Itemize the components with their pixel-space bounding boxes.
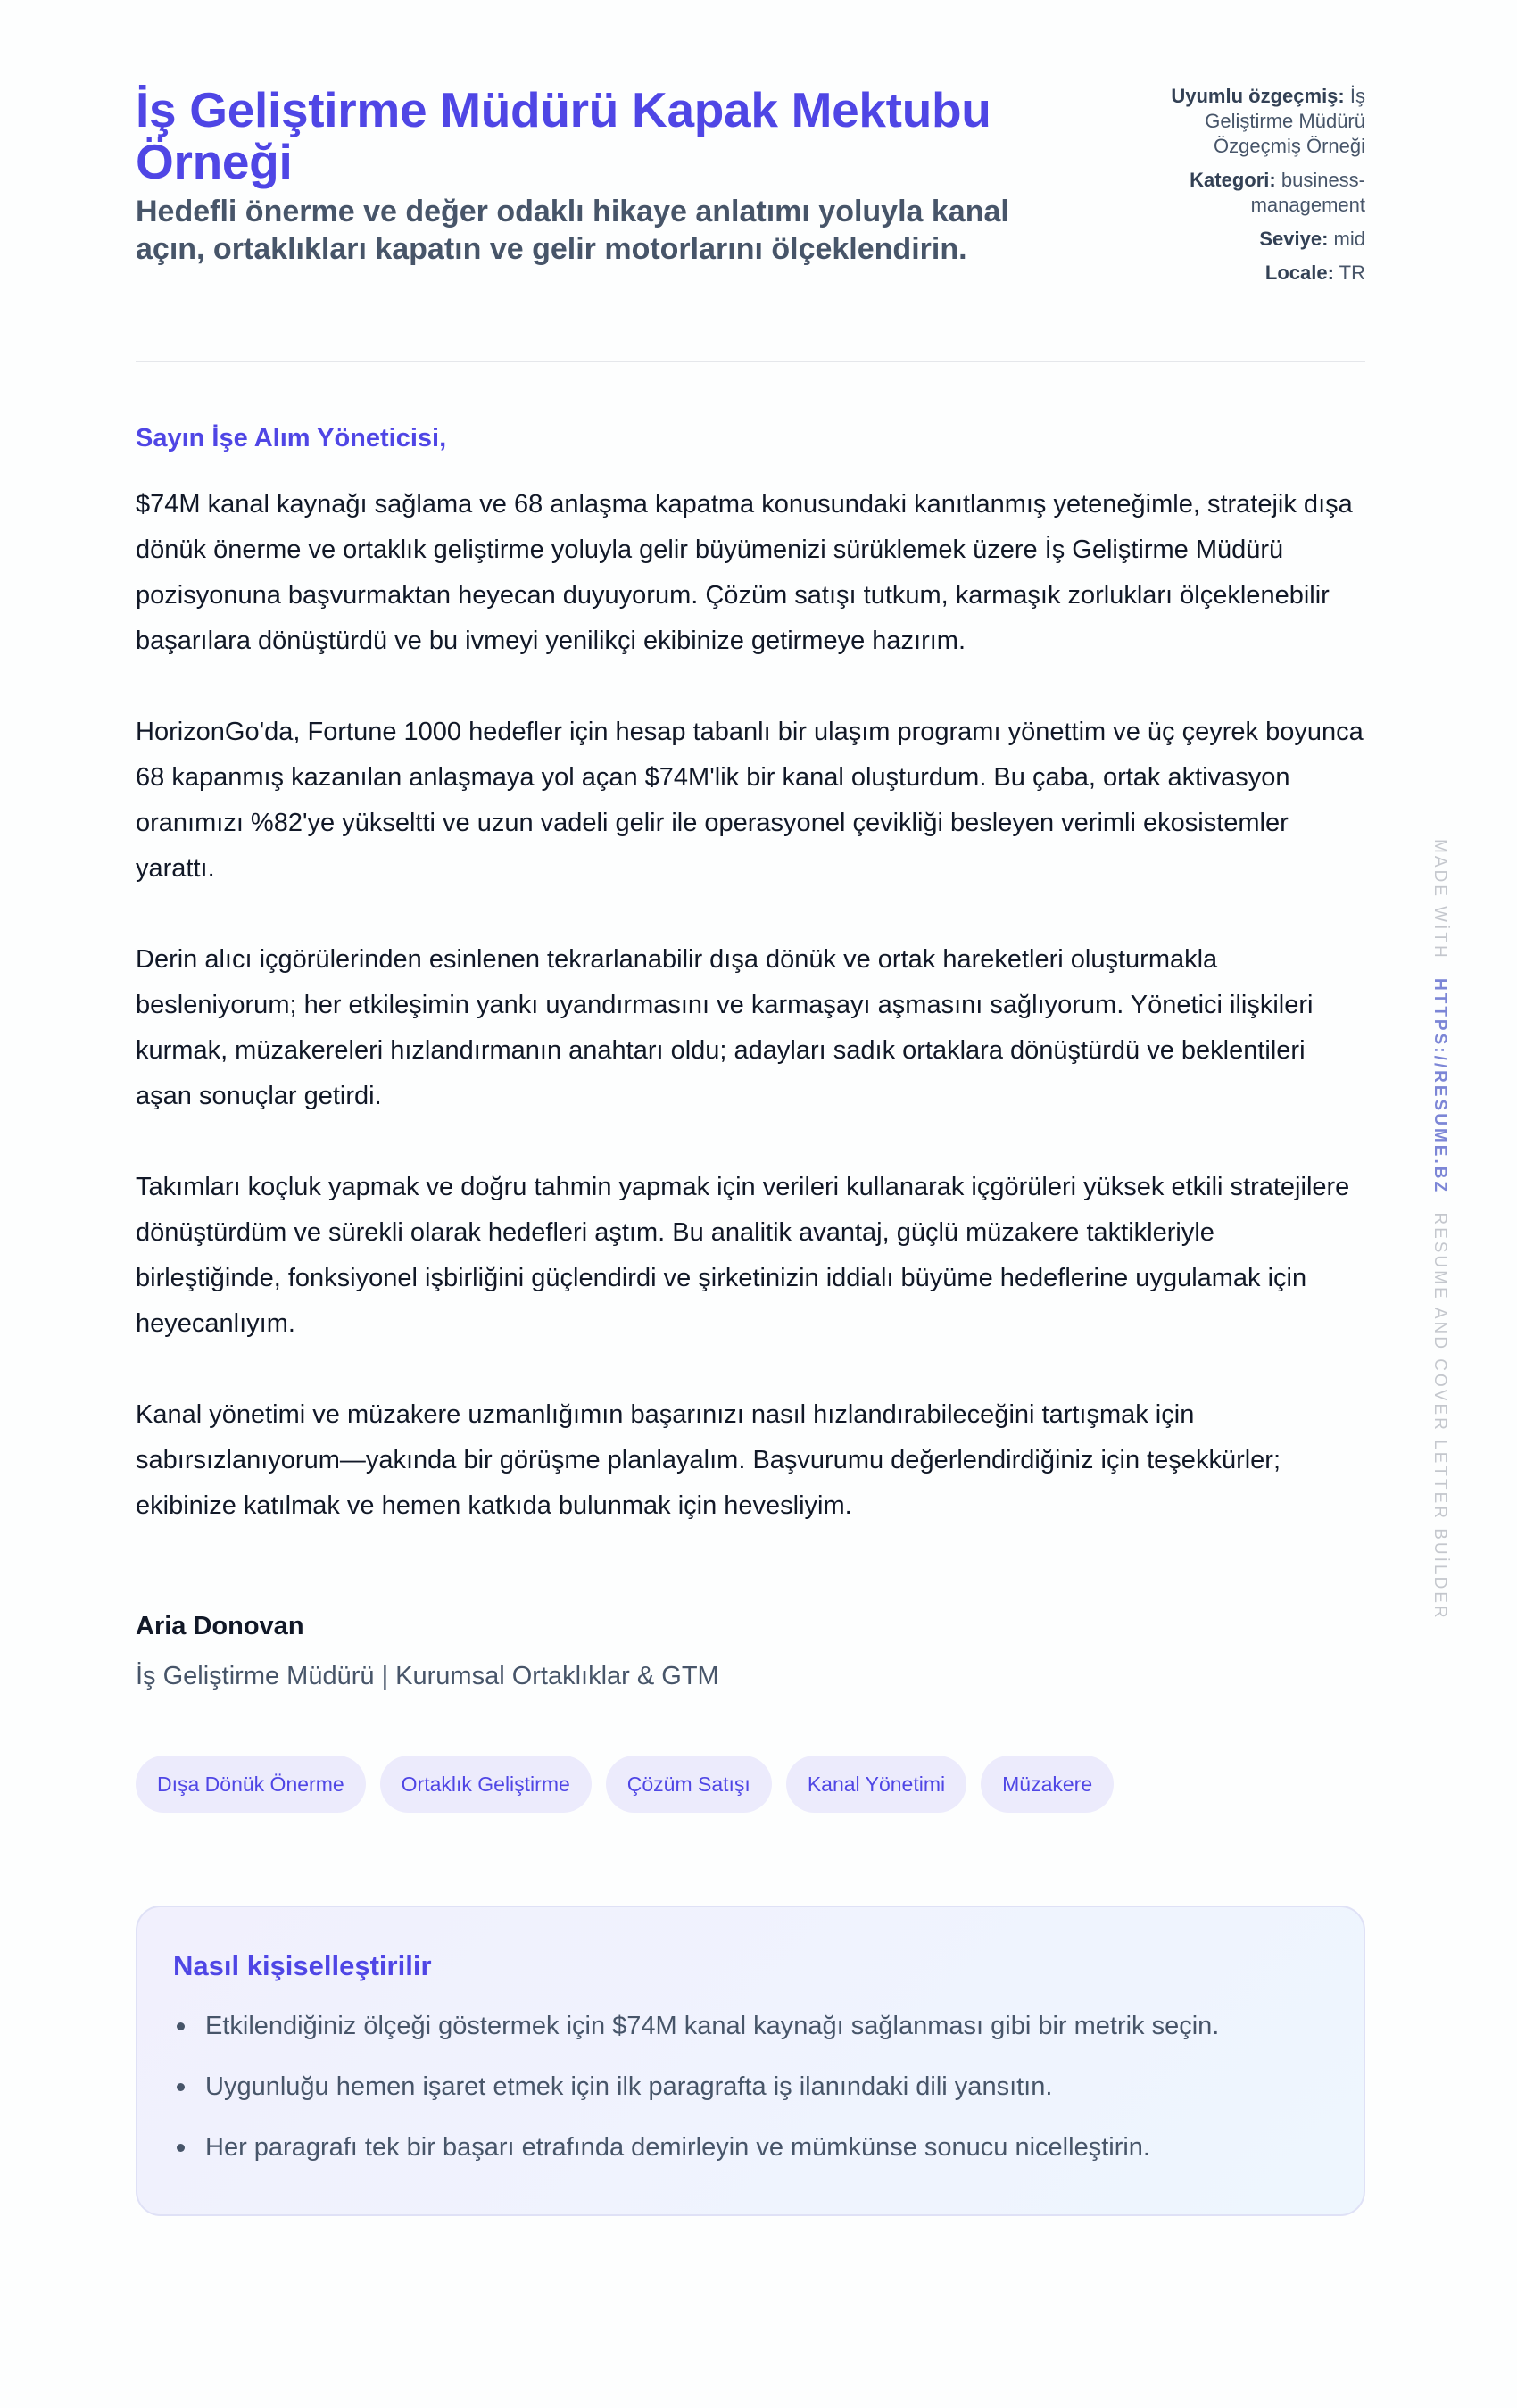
letter-body — [136, 421, 1365, 1529]
header-divider — [136, 361, 1365, 362]
skill-tag[interactable]: Müzakere — [981, 1756, 1114, 1813]
meta-resume-value[interactable]: İş Geliştirme Müdürü Özgeçmiş Örneği — [1205, 85, 1365, 157]
bullet-icon — [177, 2022, 185, 2030]
tips-item — [173, 2130, 1328, 2164]
meta-level-label: Seviye: — [1259, 228, 1329, 250]
meta-locale-label: Locale: — [1264, 262, 1334, 284]
meta-category — [1133, 168, 1365, 218]
letter-paragraph: $74M kanal kaynağı sağlama ve 68 anlaşma kapatma konusundaki kanıtlanmış yeteneğimle, stratejik dışa dönük önerme ve ortaklık geliştirme yoluyla gelir büyümenizi sürüklemek üzere İş Geliştirme Müdürü pozisyonuna başvurmaktan heyecan duyuyorum. Çözüm satışı tutkum, karmaşık zorlukları ölçeklenebilir başarılara dönüştürdü ve bu ivmeyi yenilikçi ekibinize getirmeye hazırım. — [136, 490, 1353, 655]
cover-letter-page — [136, 0, 1365, 2216]
bullet-icon — [177, 2083, 185, 2091]
tips-title: Nasıl kişiselleştirilir — [173, 1950, 432, 1981]
meta-resume — [1133, 84, 1365, 159]
letter-paragraph: Takımları koçluk yapmak ve doğru tahmin yapmak için verileri kullanarak içgörüleri yüksek etkili stratejilere dönüştürdüm ve sürekli olarak hedefleri aştım. Bu analitik avantaj, güçlü müzakere taktikleriyle birleştiğinde, fonksiyonel işbirliğini güçlendirdi ve şirketinizin iddialı büyüme hedeflerine uygulamak için heyecanlıyım. — [136, 1173, 1350, 1338]
tips-item — [173, 2009, 1328, 2043]
meta-locale-value: TR — [1339, 262, 1365, 284]
skill-tag[interactable]: Dışa Dönük Önerme — [136, 1756, 366, 1813]
meta-category-value: business-management — [1250, 169, 1365, 216]
meta-level-value: mid — [1333, 228, 1365, 250]
signature-role: İş Geliştirme Müdürü | Kurumsal Ortaklıklar & GTM — [136, 1662, 719, 1690]
letter-greeting: Sayın İşe Alım Yöneticisi, — [136, 424, 447, 453]
watermark-prefix: MADE WİTH — [1430, 839, 1449, 960]
meta-level — [1133, 227, 1365, 252]
skill-tag[interactable]: Kanal Yönetimi — [786, 1756, 966, 1813]
meta-resume-label: Uyumlu özgeçmiş: — [1171, 85, 1345, 107]
signature-block — [136, 1609, 1365, 1693]
watermark-brand-link[interactable]: HTTPS://RESUME.BZ — [1430, 978, 1449, 1195]
tips-list — [173, 2009, 1328, 2164]
skill-tag[interactable]: Ortaklık Geliştirme — [380, 1756, 592, 1813]
skill-tags — [136, 1756, 1365, 1813]
meta-locale — [1133, 261, 1365, 286]
page-subtitle: Hedefli önerme ve değer odaklı hikaye anlatımı yoluyla kanal açın, ortaklıkları kapatın ve gelir motorlarını ölçeklendirin. — [136, 195, 1009, 266]
header — [136, 0, 1365, 361]
letter-paragraph: HorizonGo'da, Fortune 1000 hedefler için hesap tabanlı bir ulaşım programı yönettim ve üç çeyrek boyunca 68 kapanmış kazanılan anlaşmaya yol açan $74M'lik bir kanal oluşturdum. Bu çaba, ortak aktivasyon oranımızı %82'ye yükseltti ve uzun vadeli gelir ile operasyonel çevikliği besleyen verimli ekosistemler yarattı. — [136, 718, 1364, 883]
letter-paragraph: Kanal yönetimi ve müzakere uzmanlığımın başarınızı nasıl hızlandırabileceğini tartışmak için sabırsızlanıyorum—yakında bir görüşme planlayalım. Başvurumu değerlendirdiğiniz için teşekkürler; ekibinize katılmak ve hemen katkıda bulunmak için hevesliyim. — [136, 1400, 1281, 1520]
bullet-icon — [177, 2144, 185, 2152]
personalization-tips-box — [136, 1906, 1365, 2216]
watermark-suffix: RESUME AND COVER LETTER BUİLDER — [1430, 1212, 1449, 1621]
tips-item-text: Etkilendiğiniz ölçeği göstermek için $74M kanal kaynağı sağlanması gibi bir metrik seçin. — [205, 2012, 1220, 2040]
tips-item-text: Uygunluğu hemen işaret etmek için ilk paragrafta iş ilanındaki dili yansıtın. — [205, 2072, 1053, 2101]
meta-panel — [1133, 84, 1365, 295]
tips-item — [173, 2070, 1328, 2104]
meta-category-label: Kategori: — [1190, 169, 1276, 191]
page-title: İş Geliştirme Müdürü Kapak Mektubu Örneği — [136, 82, 991, 189]
skill-tag[interactable]: Çözüm Satışı — [606, 1756, 772, 1813]
tips-item-text: Her paragrafı tek bir başarı etrafında demirleyin ve mümkünse sonucu nicelleştirin. — [205, 2133, 1150, 2162]
side-watermark — [1430, 839, 1449, 1621]
signature-name: Aria Donovan — [136, 1612, 304, 1640]
letter-paragraph: Derin alıcı içgörülerinden esinlenen tekrarlanabilir dışa dönük ve ortak hareketleri oluşturmakla besleniyorum; her etkileşimin yankı uyandırmasını ve karmaşayı aşmasını sağlıyorum. Yönetici ilişkileri kurmak, müzakereleri hızlandırmanın anahtarı oldu; adayları sadık ortaklara dönüştürdü ve beklentileri aşan sonuçlar getirdi. — [136, 945, 1314, 1110]
